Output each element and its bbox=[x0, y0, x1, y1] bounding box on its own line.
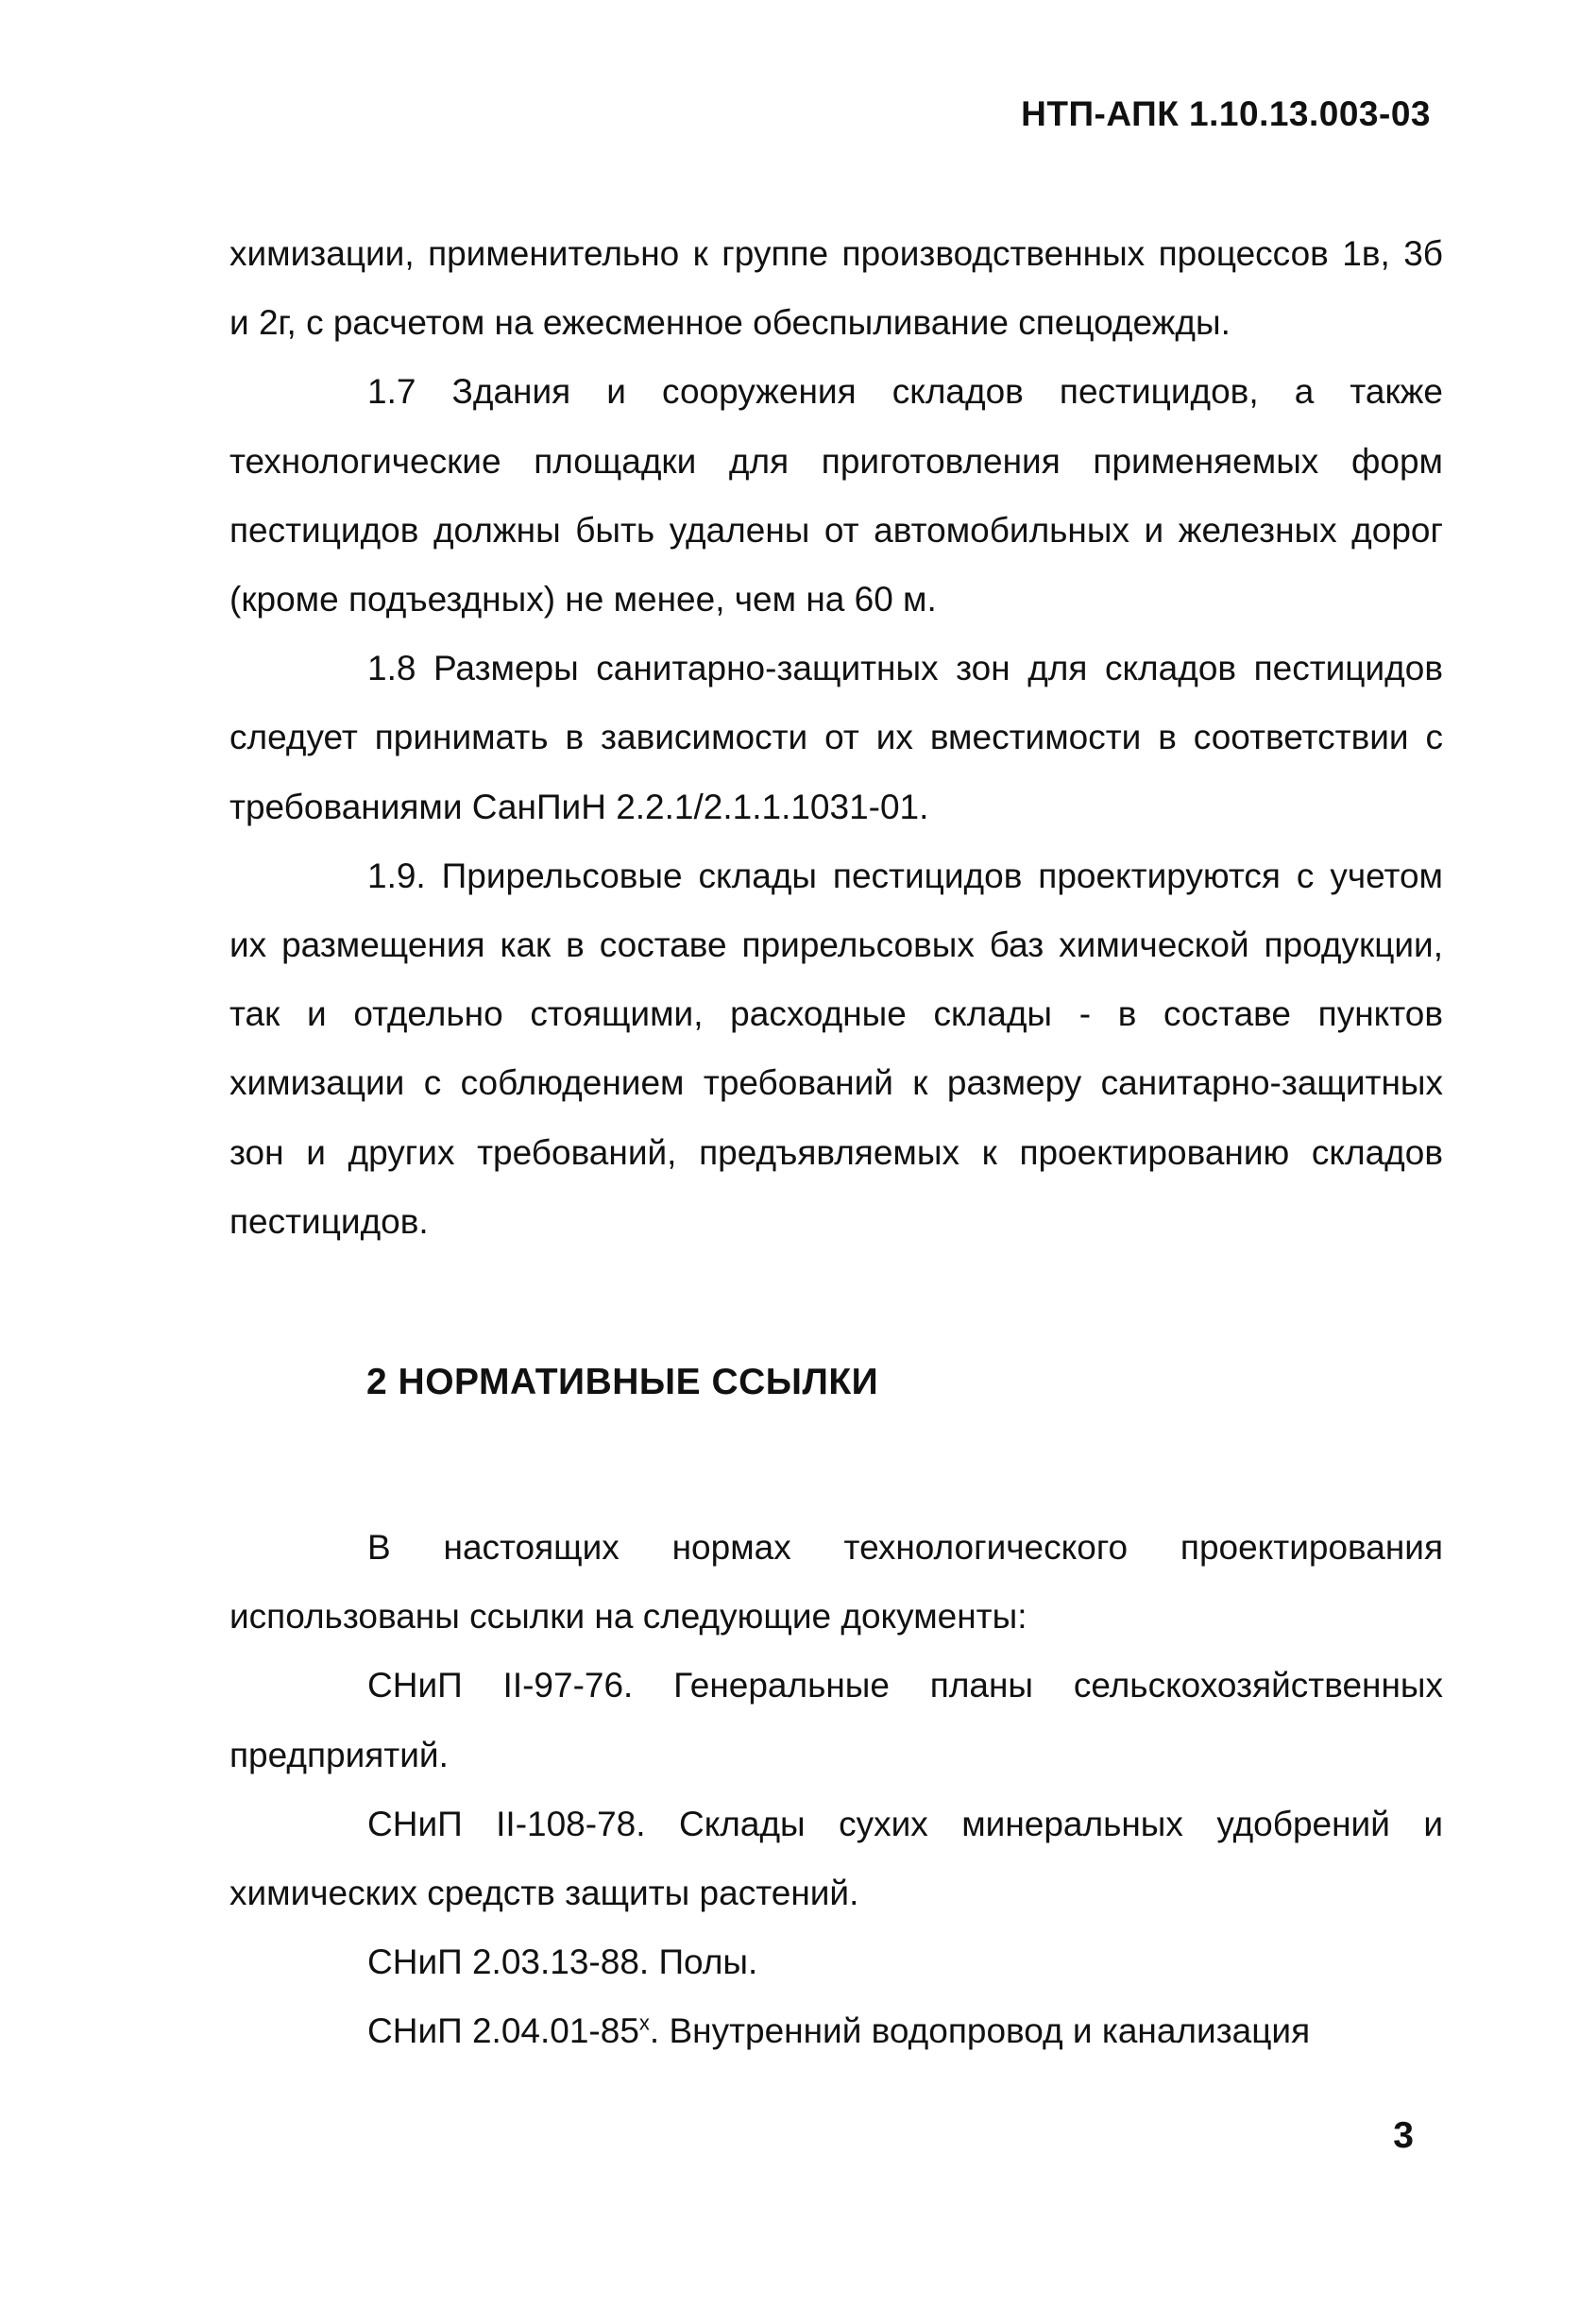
section-heading: 2 НОРМАТИВНЫЕ ССЫЛКИ bbox=[366, 1362, 879, 1402]
paragraph-1-9: 1.9. Прирельсовые склады пестицидов проектируются с учетом их размещения как в составе прирельсовых баз химической продукции, так и отдельно стоящими, расходные склады - в составе пунктов химизации с соблюдением требований к размеру санитарно-защитных зон и других требований, предъявляемых к проектированию складов пестицидов. bbox=[229, 856, 1443, 1241]
reference-item: СНиП II-108-78. Склады сухих минеральных удобрений и химических средств защиты растений. bbox=[229, 1804, 1443, 1913]
reference-superscript: х bbox=[638, 2011, 650, 2036]
page-number: 3 bbox=[1393, 2115, 1414, 2156]
body-text bbox=[229, 219, 1443, 1256]
paragraph-1-8: 1.8 Размеры санитарно-защитных зон для складов пестицидов следует принимать в зависимости от их вместимости в соответствии с требованиями СанПиН 2.2.1/2.1.1.1031-01. bbox=[229, 649, 1443, 826]
references-intro: В настоящих нормах технологического проектирования использованы ссылки на следующие документы: bbox=[229, 1528, 1443, 1637]
reference-title: . Внутренний водопровод и канализация bbox=[649, 2011, 1311, 2051]
paragraph-continuation: химизации, применительно к группе производственных процессов 1в, 3б и 2г, с расчетом на ежесменное обеспыливание спецодежды. bbox=[229, 234, 1443, 343]
reference-item-last bbox=[229, 1996, 1443, 2065]
references-section bbox=[229, 1513, 1443, 2066]
document-code-header: НТП-АПК 1.10.13.003-03 bbox=[1021, 94, 1431, 133]
reference-item: СНиП II-97-76. Генеральные планы сельскохозяйственных предприятий. bbox=[229, 1666, 1443, 1774]
reference-item: СНиП 2.03.13-88. Полы. bbox=[367, 1942, 758, 1982]
reference-code: СНиП 2.04.01-85 bbox=[367, 2011, 639, 2051]
paragraph-1-7: 1.7 Здания и сооружения складов пестицидов, а также технологические площадки для приготовления применяемых форм пестицидов должны быть удалены от автомобильных и железных дорог (кроме подъездных) не менее, чем на 60 м. bbox=[229, 372, 1443, 619]
